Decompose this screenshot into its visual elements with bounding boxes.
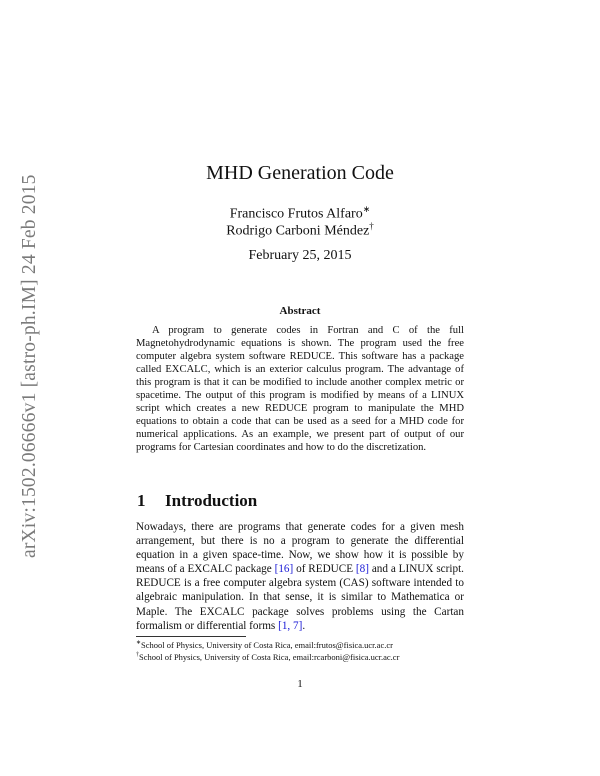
citation-link[interactable]: [1, 7] [278, 619, 303, 632]
section-number: 1 [137, 491, 146, 510]
footnote-divider [136, 636, 246, 637]
footnote-1 [136, 638, 476, 651]
paragraph-text: . [302, 619, 306, 632]
page-number: 1 [297, 678, 303, 690]
paragraph-text: of REDUCE [293, 563, 356, 576]
citation-link[interactable]: [16] [274, 563, 294, 576]
arxiv-identifier-stamp: arXiv:1502.06666v1 [astro-ph.IM] 24 Feb 2015 [19, 174, 40, 558]
citation-link[interactable]: [8] [355, 563, 369, 576]
paragraph-text: Nowadays, there are programs that generate codes for a given mesh arrangement, but there is no a program to generate the differential equation in a given space-time. Now, we show how it is possible by means of a EXCALC package [136, 521, 464, 576]
author-2 [0, 221, 600, 240]
footnote-text: School of Physics, University of Costa Rica, email:rcarboni@fisica.ucr.ac.cr [139, 651, 400, 662]
footnote-mark: ∗ [136, 640, 142, 646]
footnote-mark: † [136, 652, 139, 658]
paper-title: MHD Generation Code [206, 162, 394, 184]
section-heading-introduction [137, 491, 257, 511]
paragraph-text: and a LINUX script. REDUCE is a free computer algebra system (CAS) software intended to algebraic manipulation. In that sense, it is similar to Mathematica or Maple. The EXCALC package solves problems using the Cartan formalism or differential forms [136, 563, 464, 632]
footnote-text: School of Physics, University of Costa Rica, email:frutos@fisica.ucr.ac.cr [141, 639, 393, 650]
abstract-heading: Abstract [279, 305, 321, 317]
section-title: Introduction [165, 491, 258, 510]
author-1 [0, 204, 600, 223]
abstract-text: A program to generate codes in Fortran and C of the full Magnetohydrodynamic equations is shown. The program used the free computer algebra system software REDUCE. This software has a package called EXCALC, which is an exterior calculus program. The advantage of this program is that it can be modified to include another complex metric or spacetime. The output of this program is modified by means of a LINUX script which creates a new REDUCE program to manipulate the MHD equations to obtain a code that can be used as a seed for a MHD code for numerical applications. As an example, we present part of output of our programs for Cartesian coordinates and how to do the discretization. [136, 325, 464, 454]
author-name: Rodrigo Carboni Méndez [226, 223, 370, 239]
author-name: Francisco Frutos Alfaro [229, 206, 363, 222]
publication-date: February 25, 2015 [248, 248, 352, 263]
author-footnote-mark[interactable]: † [369, 221, 374, 231]
author-footnote-mark[interactable]: ∗ [362, 204, 371, 214]
introduction-paragraph [136, 520, 464, 633]
footnote-2 [136, 650, 476, 663]
